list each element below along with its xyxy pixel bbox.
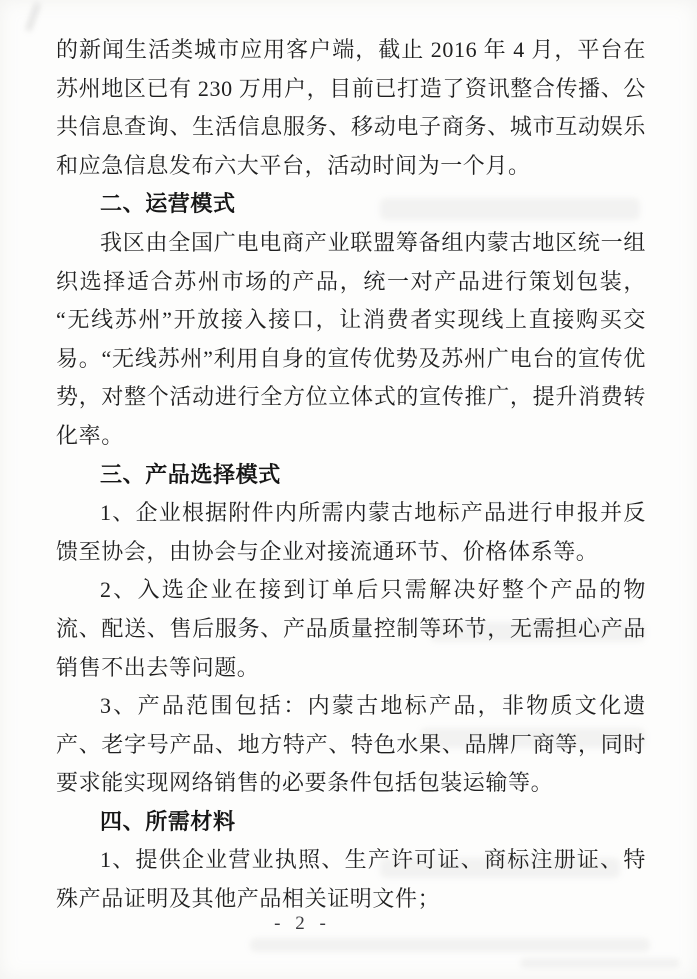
paragraph-product-selection-item-3: 3、产品范围包括：内蒙古地标产品，非物质文化遗产、老字号产品、地方特产、特色水果、品牌厂商等，同时要求能实现网络销售的必要条件包括包装运输等。 xyxy=(56,693,646,796)
paragraph-required-materials-item-1: 1、提供企业营业执照、生产许可证、商标注册证、特殊产品证明及其他产品相关证明文件； xyxy=(56,847,646,912)
paragraph-product-selection-item-2: 2、入选企业在接到订单后只需解决好整个产品的物流、配送、售后服务、产品质量控制等环节，无需担心产品销售不出去等问题。 xyxy=(56,577,646,680)
paragraph-operation-mode: 我区由全国广电电商产业联盟筹备组内蒙古地区统一组织选择适合苏州市场的产品，统一对产品进行策划包装，“无线苏州”开放接入接口，让消费者实现线上直接购买交易。“无线苏州”利用自身的宣传优势及苏州广电台的宣传优势，对整个活动进行全方位立体式的宣传推广，提升消费转化率。 xyxy=(56,229,646,448)
document-body xyxy=(56,31,646,919)
paragraph-platform-intro-continued: 的新闻生活类城市应用客户端，截止 2016 年 4 月，平台在苏州地区已有 230 万用户，目前已打造了资讯整合传播、公共信息查询、生活信息服务、移动电子商务、城市互动娱乐和应急信息发布六大平台，活动时间为一个月。 xyxy=(56,37,646,178)
section-heading-product-selection: 三、产品选择模式 xyxy=(100,461,281,487)
section-heading-operation-mode: 二、运营模式 xyxy=(100,191,236,217)
scan-artifact xyxy=(250,938,650,952)
scan-artifact xyxy=(25,2,41,32)
section-heading-required-materials: 四、所需材料 xyxy=(100,808,236,834)
page-number: - 2 - xyxy=(274,913,331,934)
scan-artifact xyxy=(520,958,680,968)
paragraph-product-selection-item-1: 1、企业根据附件内所需内蒙古地标产品进行申报并反馈至协会，由协会与企业对接流通环节、价格体系等。 xyxy=(56,500,646,564)
